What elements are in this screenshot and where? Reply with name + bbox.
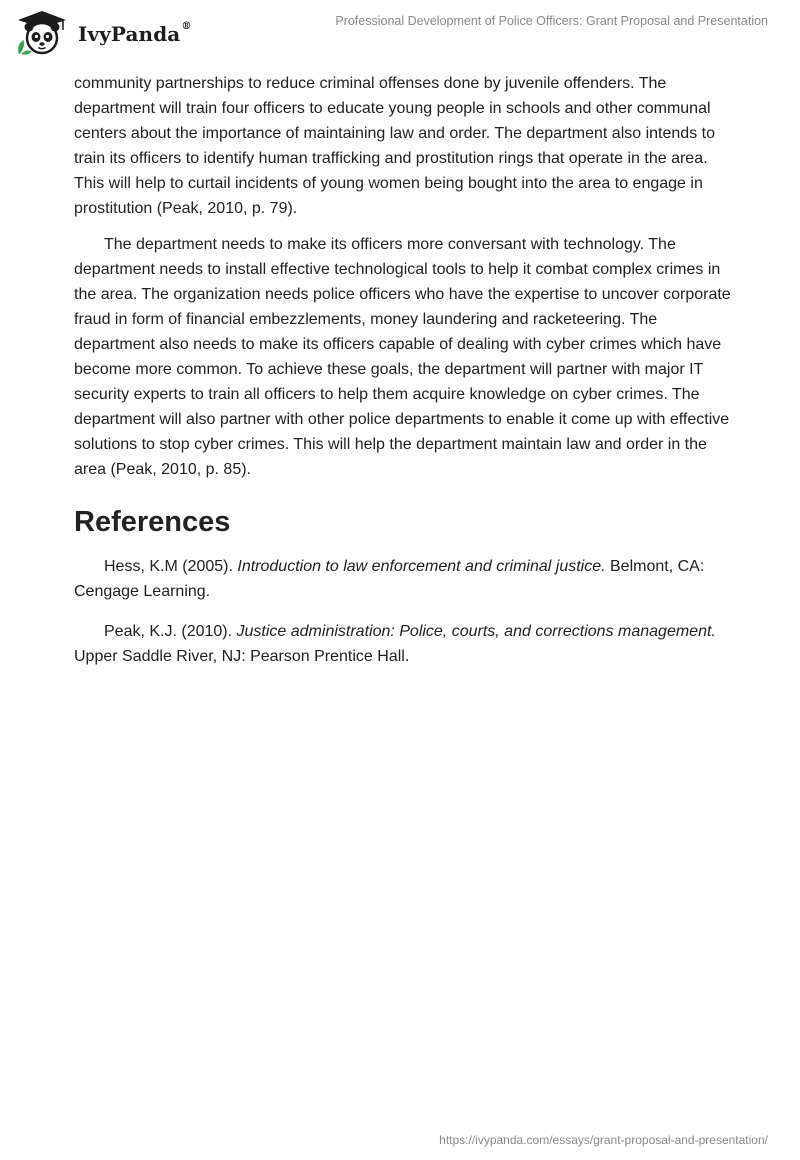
references-heading: References — [74, 506, 231, 538]
reference-item — [74, 554, 734, 604]
page-header — [0, 0, 800, 62]
reference-publisher: Belmont, CA: Cengage Learning. — [74, 558, 705, 600]
reference-author-year: Hess, K.M (2005). — [104, 558, 238, 575]
registered-mark: ® — [181, 21, 192, 33]
document-body — [74, 71, 734, 684]
document-title: Professional Development of Police Officers: Grant Proposal and Presentation — [335, 14, 768, 28]
reference-item — [74, 619, 734, 669]
reference-publisher: Upper Saddle River, NJ: Pearson Prentice Hall. — [74, 648, 410, 665]
body-paragraph: The department needs to make its officers more conversant with technology. The department needs to install effective technological tools to help it combat complex crimes in the area. The organization needs police officers who have the expertise to uncover corporate fraud in form of financial embezzlements, money laundering and racketeering. The department also needs to make its officers capable of dealing with cyber crimes which have become more common. To achieve these goals, the department will partner with major IT security experts to train all officers to help them acquire knowledge on cyber crimes. The department will also partner with other police departments to enable it come up with effective solutions to stop cyber crimes. This will help the department maintain law and order in the area (Peak, 2010, p. 85). — [74, 236, 731, 478]
body-paragraph: community partnerships to reduce criminal offenses done by juvenile offenders. The department will train four officers to educate young people in schools and other communal centers about the importance of maintaining law and order. The department also intends to train its officers to identify human trafficking and prostitution rings that operate in the area. This will help to curtail incidents of young women being bought into the area to engage in prostitution (Peak, 2010, p. 79). — [74, 75, 715, 217]
source-url[interactable]: https://ivypanda.com/essays/grant-proposal-and-presentation/ — [439, 1133, 768, 1147]
reference-author-year: Peak, K.J. (2010). — [104, 623, 237, 640]
reference-title: Justice administration: Police, courts, and corrections management. — [236, 623, 716, 640]
ivypanda-logo[interactable] — [14, 8, 191, 56]
reference-title: Introduction to law enforcement and criminal justice. — [237, 558, 606, 575]
brand-name: IvyPanda® — [78, 21, 192, 46]
panda-graduate-logo-icon — [14, 8, 72, 56]
